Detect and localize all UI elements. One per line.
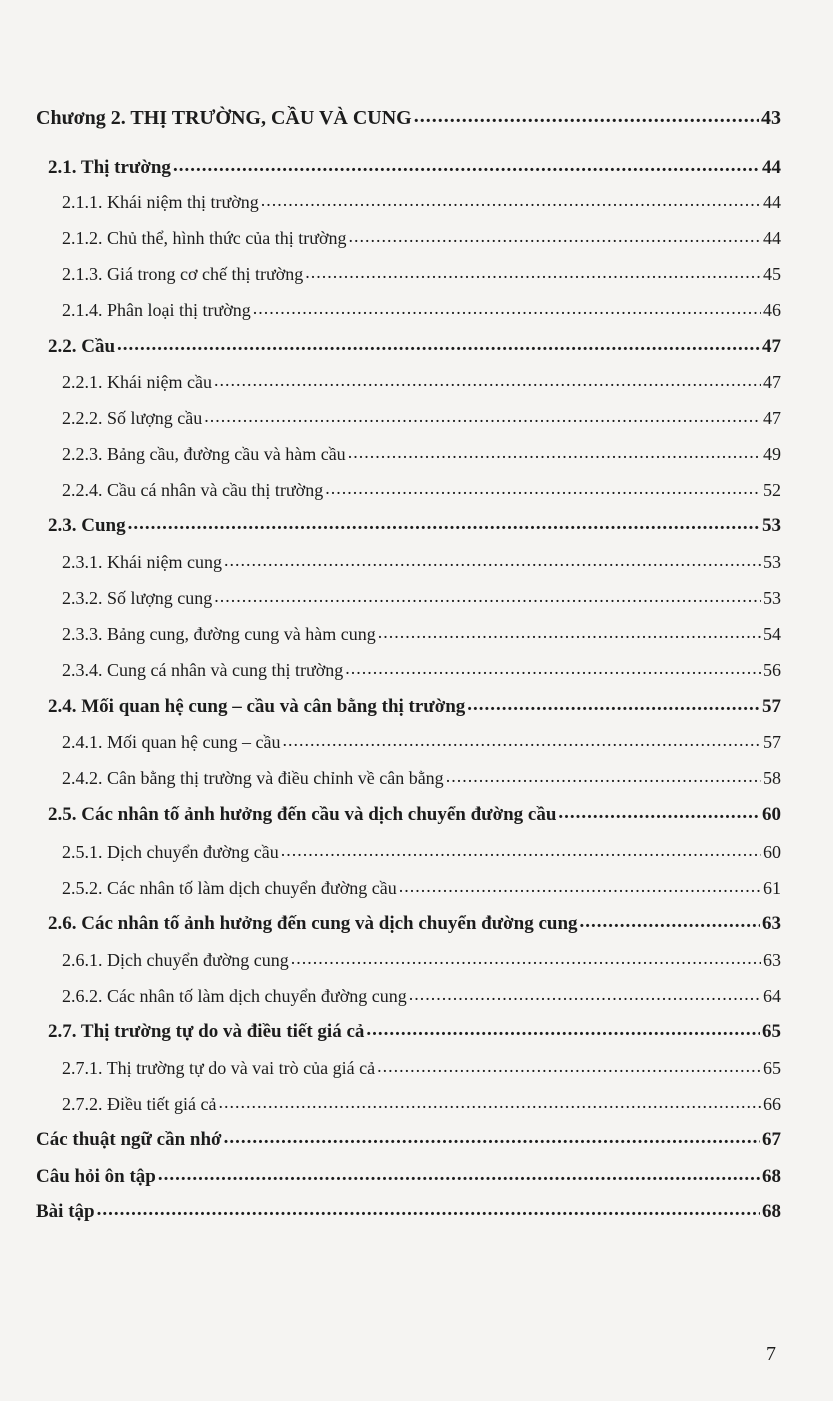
- dot-leader: [97, 1197, 760, 1223]
- toc-entry-2-1: [48, 155, 781, 181]
- dot-leader: [305, 259, 761, 285]
- toc-entry-exercises: [36, 1199, 781, 1225]
- toc-entry-2-3-2: [62, 585, 781, 611]
- toc-entry-title: 2.2.1. Khái niệm cầu: [62, 372, 212, 392]
- toc-entry-review-questions: [36, 1164, 781, 1190]
- toc-entry-title: 2.6. Các nhân tố ảnh hưởng đến cung và dịch chuyển đường cung: [48, 913, 578, 934]
- toc-entry-2-3-4: [62, 657, 781, 683]
- toc-entry-2-4: [48, 694, 781, 720]
- toc-entry-page: 60: [763, 842, 781, 862]
- toc-entry-title: 2.2. Cầu: [48, 336, 116, 357]
- toc-entry-page: 66: [763, 1094, 781, 1114]
- toc-entry-title: Bài tập: [36, 1201, 95, 1222]
- dot-leader: [414, 103, 759, 129]
- toc-entry-title: 2.4.2. Cân bằng thị trường và điều chỉnh về cân bằng: [62, 768, 444, 788]
- dot-leader: [214, 367, 761, 393]
- toc-entry-page: 45: [763, 264, 781, 284]
- toc-entry-title: Các thuật ngữ cần nhớ: [36, 1129, 222, 1150]
- toc-entry-title: Chương 2. THỊ TRƯỜNG, CẦU VÀ CUNG: [36, 107, 412, 129]
- toc-entry-2-2-3: [62, 441, 781, 467]
- toc-entry-terms: [36, 1127, 781, 1153]
- toc-entry-2-1-1: [62, 189, 781, 215]
- toc-entry-page: 60: [762, 804, 781, 825]
- toc-entry-page: 47: [762, 336, 781, 357]
- toc-entry-page: 67: [762, 1129, 781, 1150]
- toc-entry-page: 47: [763, 408, 781, 428]
- toc-entry-2-5: [48, 802, 781, 828]
- toc-entry-title: 2.3.2. Số lượng cung: [62, 588, 213, 608]
- toc-entry-title: 2.3.1. Khái niệm cung: [62, 552, 222, 572]
- dot-leader: [399, 873, 761, 899]
- toc-entry-title: 2.1.1. Khái niệm thị trường: [62, 192, 259, 212]
- toc-entry-2-6: [48, 911, 781, 937]
- toc-entry-title: 2.3.3. Bảng cung, đường cung và hàm cung: [62, 624, 376, 644]
- toc-entry-page: 49: [763, 444, 781, 464]
- toc-entry-page: 53: [763, 552, 781, 572]
- dot-leader: [325, 475, 761, 501]
- dot-leader: [349, 223, 762, 249]
- toc-entry-2-2-4: [62, 477, 781, 503]
- toc-entry-2-3: [48, 513, 781, 539]
- toc-entry-page: 57: [763, 732, 781, 752]
- toc-entry-2-3-1: [62, 549, 781, 575]
- toc-entry-title: 2.5. Các nhân tố ảnh hưởng đến cầu và dịch chuyển đường cầu: [48, 804, 557, 825]
- toc-entry-title: 2.1.3. Giá trong cơ chế thị trường: [62, 264, 304, 284]
- toc-entry-2-5-1: [62, 839, 781, 865]
- dot-leader: [218, 1089, 761, 1115]
- dot-leader: [253, 295, 761, 321]
- toc-entry-page: 68: [762, 1166, 781, 1187]
- dot-leader: [281, 837, 761, 863]
- toc-entry-title: 2.2.3. Bảng cầu, đường cầu và hàm cầu: [62, 444, 346, 464]
- dot-leader: [409, 981, 761, 1007]
- toc-entry-2-2: [48, 334, 781, 360]
- toc-entry-2-1-2: [62, 225, 781, 251]
- toc-entry-page: 53: [763, 588, 781, 608]
- toc-entry-2-6-1: [62, 947, 781, 973]
- dot-leader: [348, 439, 761, 465]
- toc-entry-2-6-2: [62, 983, 781, 1009]
- toc-entry-title: 2.2.2. Số lượng cầu: [62, 408, 203, 428]
- toc-entry-page: 44: [763, 192, 781, 212]
- toc-entry-title: 2.4.1. Mối quan hệ cung – cầu: [62, 732, 281, 752]
- dot-leader: [282, 727, 761, 753]
- toc-entry-title: 2.3. Cung: [48, 515, 126, 536]
- toc-entry-page: 56: [763, 660, 781, 680]
- dot-leader: [291, 945, 761, 971]
- dot-leader: [366, 1017, 760, 1043]
- toc-entry-2-7: [48, 1019, 781, 1045]
- toc-entry-2-7-2: [62, 1091, 781, 1117]
- toc-entry-page: 58: [763, 768, 781, 788]
- toc-entry-title: 2.1. Thị trường: [48, 157, 171, 178]
- toc-entry-2-4-2: [62, 765, 781, 791]
- dot-leader: [158, 1162, 760, 1188]
- dot-leader: [204, 403, 761, 429]
- toc-entry-page: 61: [763, 878, 781, 898]
- toc-entry-page: 68: [762, 1201, 781, 1222]
- toc-entry-page: 65: [763, 1058, 781, 1078]
- toc-entry-title: 2.7.2. Điều tiết giá cả: [62, 1094, 217, 1114]
- toc-entry-2-2-1: [62, 369, 781, 395]
- toc-entry-title: 2.5.2. Các nhân tố làm dịch chuyển đường cầu: [62, 878, 397, 898]
- toc-entry-page: 63: [763, 950, 781, 970]
- dot-leader: [117, 332, 760, 358]
- dot-leader: [345, 655, 761, 681]
- toc-entry-2-7-1: [62, 1055, 781, 1081]
- dot-leader: [580, 909, 760, 935]
- toc-entry-title: 2.7. Thị trường tự do và điều tiết giá cả: [48, 1021, 365, 1042]
- dot-leader: [378, 619, 761, 645]
- toc-entry-page: 44: [763, 228, 781, 248]
- toc-entry-page: 46: [763, 300, 781, 320]
- toc-entry-2-5-2: [62, 875, 781, 901]
- toc-entry-title: 2.6.1. Dịch chuyển đường cung: [62, 950, 289, 970]
- toc-entry-chapter-2: [36, 105, 781, 131]
- toc-entry-page: 53: [762, 515, 781, 536]
- toc-entry-title: 2.4. Mối quan hệ cung – cầu và cân bằng thị trường: [48, 696, 466, 717]
- toc-entry-title: 2.1.4. Phân loại thị trường: [62, 300, 251, 320]
- toc-entry-title: 2.5.1. Dịch chuyển đường cầu: [62, 842, 279, 862]
- dot-leader: [261, 187, 761, 213]
- toc-entry-title: Câu hỏi ôn tập: [36, 1166, 156, 1187]
- toc-entry-page: 65: [762, 1021, 781, 1042]
- toc-entry-page: 47: [763, 372, 781, 392]
- toc-entry-title: 2.1.2. Chủ thể, hình thức của thị trường: [62, 228, 347, 248]
- dot-leader: [467, 692, 760, 718]
- dot-leader: [214, 583, 761, 609]
- dot-leader: [558, 800, 760, 826]
- toc-entry-2-1-3: [62, 261, 781, 287]
- dot-leader: [446, 763, 761, 789]
- toc-entry-title: 2.7.1. Thị trường tự do và vai trò của giá cả: [62, 1058, 376, 1078]
- toc-entry-page: 63: [762, 913, 781, 934]
- toc-entry-title: 2.6.2. Các nhân tố làm dịch chuyển đường cung: [62, 986, 407, 1006]
- dot-leader: [224, 547, 761, 573]
- toc-entry-2-2-2: [62, 405, 781, 431]
- toc-entry-page: 57: [762, 696, 781, 717]
- toc-entry-title: 2.2.4. Cầu cá nhân và cầu thị trường: [62, 480, 324, 500]
- toc-entry-2-1-4: [62, 297, 781, 323]
- toc-entry-page: 64: [763, 986, 781, 1006]
- dot-leader: [377, 1053, 761, 1079]
- toc-entry-page: 44: [762, 157, 781, 178]
- toc-entry-page: 43: [761, 107, 781, 129]
- dot-leader: [128, 511, 760, 537]
- dot-leader: [224, 1125, 760, 1151]
- toc-entry-2-3-3: [62, 621, 781, 647]
- toc-entry-page: 54: [763, 624, 781, 644]
- toc-entry-2-4-1: [62, 729, 781, 755]
- page-number: 7: [766, 1343, 776, 1365]
- toc-entry-title: 2.3.4. Cung cá nhân và cung thị trường: [62, 660, 344, 680]
- toc-entry-page: 52: [763, 480, 781, 500]
- dot-leader: [173, 153, 760, 179]
